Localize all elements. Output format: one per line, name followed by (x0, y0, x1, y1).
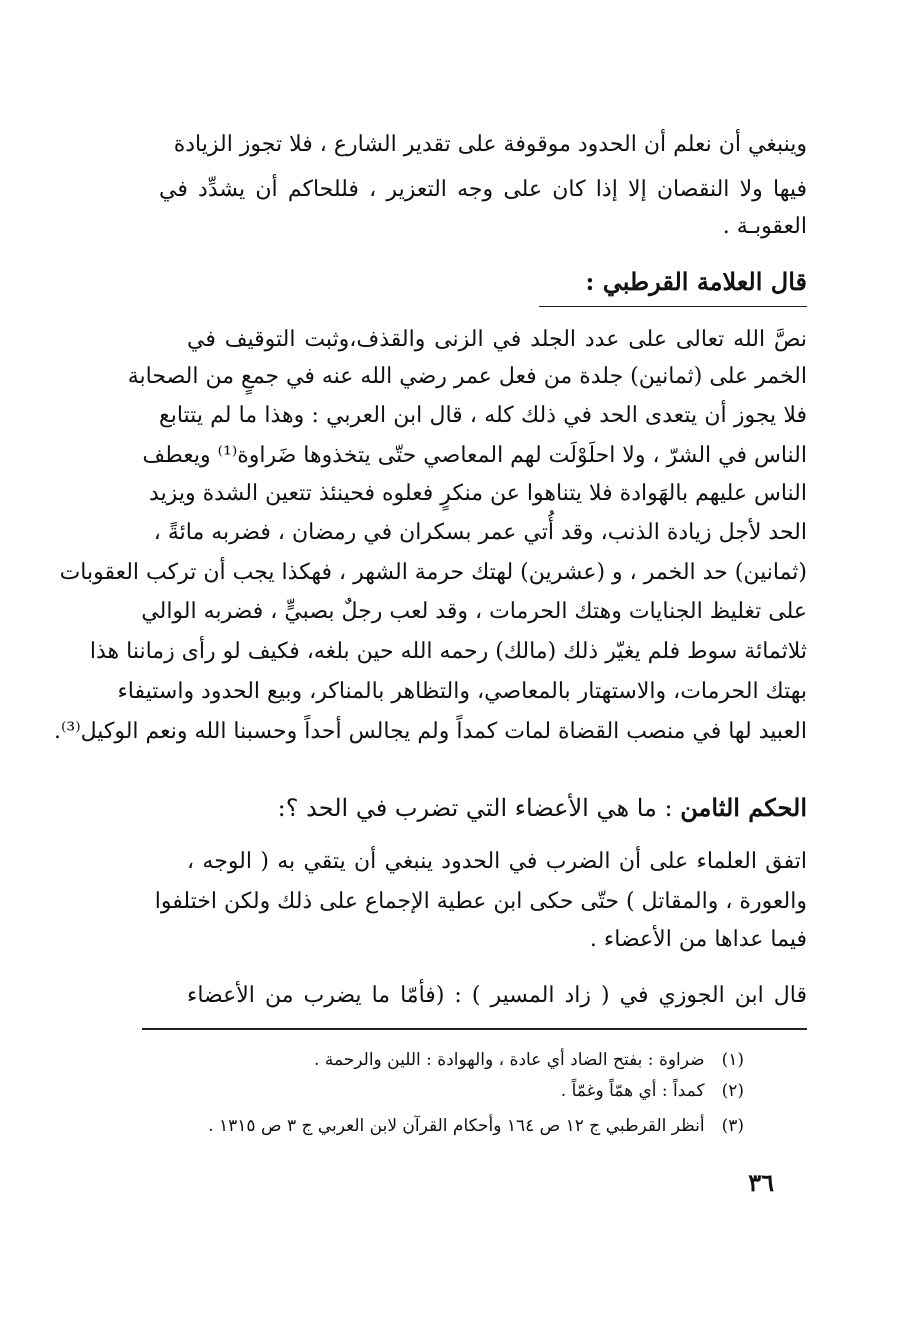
footnote-text: كمداً : أي همّاً وغمّاً . (560, 1081, 705, 1101)
footnote-text: ضراوة : بفتح الضاد أي عادة ، والهوادة : اللين والرحمة . (314, 1050, 705, 1070)
text-line: فلا يجوز أن يتعدى الحد في ذلك كله ، قال ابن العربي : وهذا ما لم يتتابع (159, 403, 807, 428)
footnote (144, 1076, 744, 1106)
text-line: الناس في الشرّ ، ولا احلَوْلَت لهم المعاصي حتّى يتخذوها ضَراوة⁽¹⁾ ويعطف (142, 443, 807, 468)
section-heading: قال العلامة القرطبي : (585, 267, 807, 296)
footnote-text: أنظر القرطبي ج ١٢ ص ١٦٤ وأحكام القرآن لابن العربي ج ٣ ص ١٣١٥ . (208, 1116, 705, 1136)
text-line: الخمر على (ثمانين) جلدة من فعل عمر رضي الله عنه في جمعٍ من الصحابة (127, 364, 807, 389)
footnote (144, 1111, 744, 1141)
footnote-number: (٢) (721, 1081, 744, 1101)
text-line: ثلاثمائة سوط فلم يغيّر ذلك (مالك) رحمه الله حين بلغه، فكيف لو رأى زماننا هذا (89, 639, 807, 664)
text-line: على تغليظ الجنايات وهتك الحرمات ، وقد لعب رجلٌ بصبيٍّ ، فضربه الوالي (141, 599, 807, 624)
text-line: (ثمانين) حد الخمر ، و (عشرين) لهتك حرمة الشهر ، فهكذا يجب أن تركب العقوبات (59, 560, 807, 585)
text-line: والعورة ، والمقاتل ) حتّى حكى ابن عطية الإجماع على ذلك ولكن اختلفوا (154, 889, 807, 914)
text-line: قال ابن الجوزي في ( زاد المسير ) : (فأمّا ما يضرب من الأعضاء (187, 983, 807, 1008)
text-line: نصَّ الله تعالى على عدد الجلد في الزنى والقذف،وثبت التوقيف في (187, 327, 807, 352)
text-line: وينبغي أن نعلم أن الحدود موقوفة على تقدير الشارع ، فلا تجوز الزيادة (173, 132, 807, 157)
footnote-separator (142, 1028, 807, 1030)
footnote (144, 1045, 744, 1075)
footnote-number: (١) (721, 1050, 744, 1070)
text-line: الناس عليهم بالهَوادة فلا يتناهوا عن منكرٍ فعلوه فحينئذ تتعين الشدة ويزيد (149, 481, 807, 506)
ruling-heading (159, 790, 807, 826)
ruling-heading-question: : ما هي الأعضاء التي تضرب في الحد ؟: (277, 794, 673, 822)
ruling-heading-title: الحكم الثامن (680, 793, 807, 822)
text-line: اتفق العلماء على أن الضرب في الحدود ينبغي أن يتقي به ( الوجه ، (187, 849, 807, 874)
text-line: العقوبـة . (722, 214, 807, 239)
text-line: بهتك الحرمات، والاستهتار بالمعاصي، والتظاهر بالمناكر، وبيع الحدود واستيفاء (117, 679, 807, 704)
heading-underline (539, 306, 807, 307)
text-line: فيما عداها من الأعضاء . (589, 927, 807, 952)
text-line: فيها ولا النقصان إلا إذا كان على وجه التعزير ، فللحاكم أن يشدِّد في (159, 177, 807, 202)
text-line: الحد لأجل زيادة الذنب، وقد أُتي عمر بسكران في رمضان ، فضربه مائةً ، (153, 520, 807, 545)
page-number: ٣٦ (748, 1168, 774, 1197)
footnote-number: (٣) (721, 1116, 744, 1136)
text-line: العبيد لها في منصب القضاة لمات كمداً ولم يجالس أحداً وحسبنا الله ونعم الوكيل⁽³⁾. (53, 719, 807, 744)
